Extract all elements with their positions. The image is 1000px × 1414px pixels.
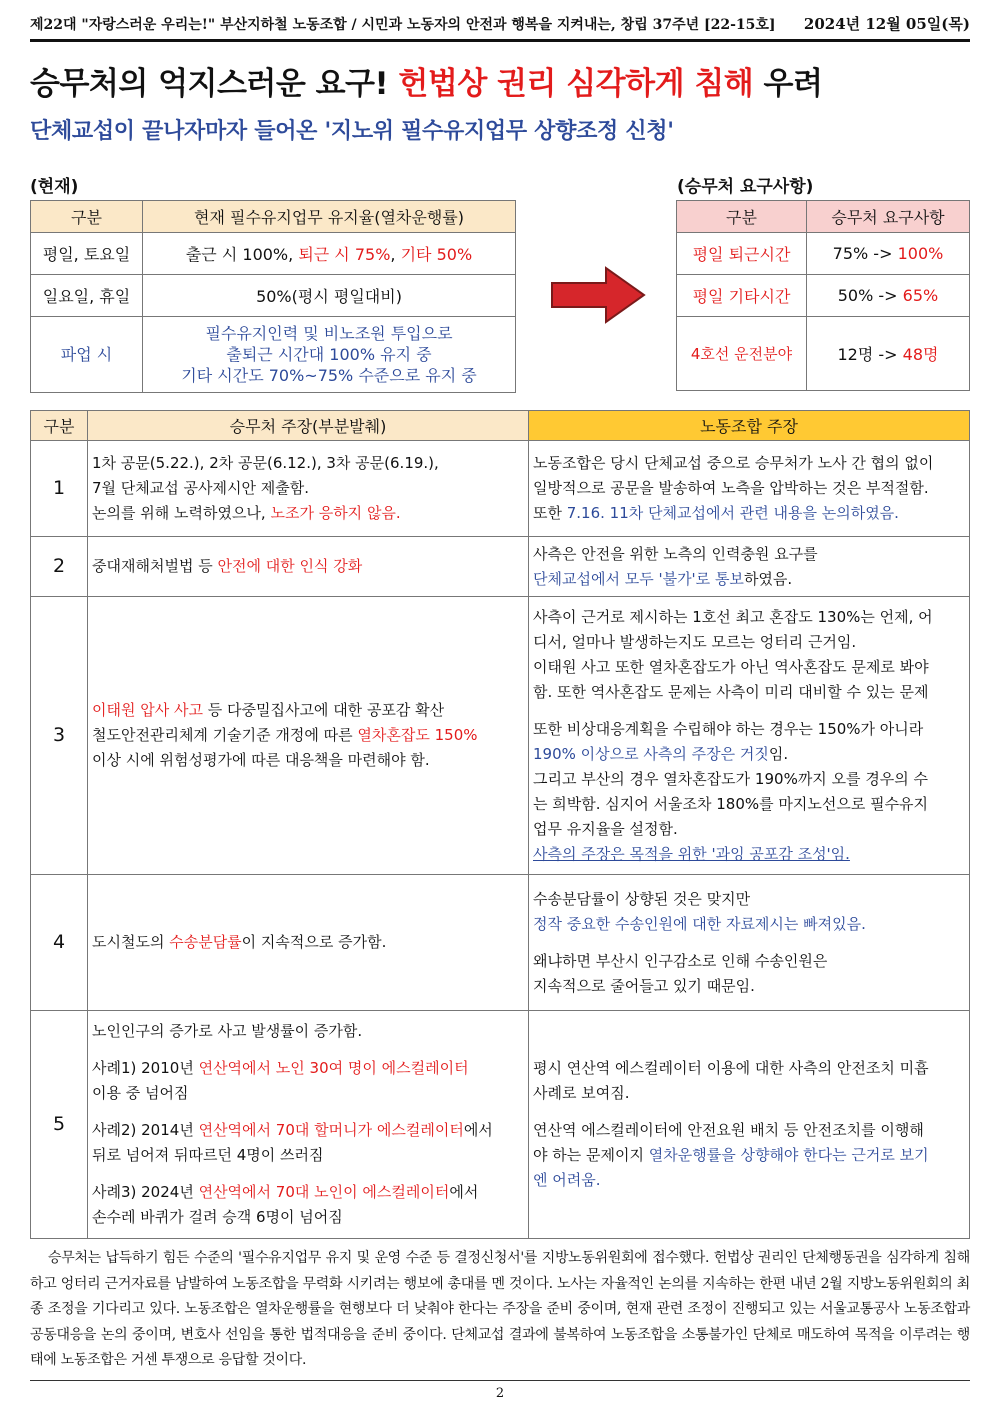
header-masthead: 제22대 "자랑스러운 우리는!" 부산지하철 노동조합 / 시민과 노동자의 안전과 행복을 지켜내는, 창립 37주년 [22-15호] bbox=[30, 16, 776, 33]
table-row bbox=[31, 441, 970, 537]
request-row1-cat: 평일 퇴근시간 bbox=[677, 233, 807, 275]
current-label: (현재) bbox=[30, 177, 79, 197]
title-part1: 승무처의 억지스러운 요구! bbox=[30, 66, 399, 102]
request-row2-val: 50% -> 65% bbox=[807, 275, 970, 317]
footer-divider bbox=[30, 1380, 970, 1381]
claims-comparison-table bbox=[30, 410, 970, 1239]
table-row bbox=[31, 597, 970, 875]
table-row bbox=[31, 1011, 970, 1239]
request-row1-val: 75% -> 100% bbox=[807, 233, 970, 275]
union-claim: 수송분담률이 상향된 것은 맞지만 정작 중요한 수송인원에 대한 자료제시는 빠져있음. 왜냐하면 부산시 인구감소로 인해 수송인원은 지속적으로 줄어들고 있기 때문임. bbox=[529, 875, 970, 1011]
request-label: (승무처 요구사항) bbox=[677, 177, 814, 197]
page-number: 2 bbox=[495, 1386, 505, 1401]
union-claim: 노동조합은 당시 단체교섭 중으로 승무처가 노사 간 협의 없이 일방적으로 공문을 발송하여 노측을 압박하는 것은 부적절함. 또한 7.16. 11차 단체교섭에서 관련 내용을 논의하였음. bbox=[529, 441, 970, 537]
row-number: 5 bbox=[31, 1011, 88, 1239]
mgmt-claim: 노인인구의 증가로 사고 발생률이 증가함. 사례1) 2010년 연산역에서 노인 30여 명이 에스컬레이터 이용 중 넘어짐 사례2) 2014년 연산역에서 70대 할머니가 에스컬레이터에서 뒤로 넘어져 뒤따르던 4명이 쓰러짐 사례3) 2024년 연산역에서 70대 노인이 에스컬레이터에서 손수레 바퀴가 걸려 승객 6명이 넘어짐 bbox=[88, 1011, 529, 1239]
table-row bbox=[31, 537, 970, 597]
page-title bbox=[30, 58, 970, 103]
header-date: 2024년 12월 05일(목) bbox=[803, 15, 970, 33]
current-row1-val: 출근 시 100%, 퇴근 시 75%, 기타 50% bbox=[143, 233, 516, 275]
row-number: 4 bbox=[31, 875, 88, 1011]
title-part3: 우려 bbox=[753, 66, 823, 102]
mgmt-claim: 도시철도의 수송분담률이 지속적으로 증가함. bbox=[88, 875, 529, 1011]
current-row3-val: 필수유지인력 및 비노조원 투입으로 출퇴근 시간대 100% 유지 중 기타 시간도 70%~75% 수준으로 유지 중 bbox=[143, 317, 516, 393]
mgmt-claim: 중대재해처벌법 등 안전에 대한 인식 강화 bbox=[88, 537, 529, 597]
request-header-cat: 구분 bbox=[677, 201, 807, 233]
request-row2-cat: 평일 기타시간 bbox=[677, 275, 807, 317]
summary-paragraph: 승무처는 납득하기 힘든 수준의 '필수유지업무 유지 및 운영 수준 등 결정신청서'를 지방노동위원회에 접수했다. 헌법상 권리인 단체행동권을 심각하게 침해하고 엉터리 근거자료를 남발하여 노동조합을 무력화 시키려는 행보에 총대를 멘 것이다. 노사는 자율적인 논의를 지속하는 한편 내년 2월 지방노동위원회의 최종 조정을 기다리고 있다. 노동조합은 열차운행률을 현행보다 더 낮춰야 한다는 주장을 준비 중이며, 현재 관련 조정이 진행되고 있는 서울교통공사 노동조합과 공동대응을 논의 중이며, 변호사 선임을 통한 법적대응을 준비 중이다. 단체교섭 결과에 불복하여 노동조합을 소통불가인 단체로 매도하여 목적을 이루려는 행태에 노동조합은 거센 투쟁으로 응답할 것이다. bbox=[30, 1250, 970, 1368]
request-table bbox=[676, 200, 970, 391]
current-row2-cat: 일요일, 휴일 bbox=[31, 275, 143, 317]
main-header-mgmt: 승무처 주장(부분발췌) bbox=[88, 411, 529, 441]
main-header-no: 구분 bbox=[31, 411, 88, 441]
current-rates-table bbox=[30, 200, 516, 393]
current-row3-cat: 파업 시 bbox=[31, 317, 143, 393]
row-number: 2 bbox=[31, 537, 88, 597]
union-claim: 평시 연산역 에스컬레이터 이용에 대한 사측의 안전조치 미흡 사례로 보여짐. 연산역 에스컬레이터에 안전요원 배치 등 안전조치를 이행해 야 하는 문제이지 열차운행률을 상향해야 한다는 근거로 보기 엔 어려움. bbox=[529, 1011, 970, 1239]
row-number: 3 bbox=[31, 597, 88, 875]
current-header-cat: 구분 bbox=[31, 201, 143, 233]
table-row bbox=[31, 875, 970, 1011]
mgmt-claim: 이태원 압사 사고 등 다중밀집사고에 대한 공포감 확산 철도안전관리체계 기술기준 개정에 따른 열차혼잡도 150% 이상 시에 위험성평가에 따른 대응책을 마련해야 함. bbox=[88, 597, 529, 875]
right-arrow-icon bbox=[550, 266, 646, 324]
title-highlight: 헌법상 권리 심각하게 침해 bbox=[398, 66, 754, 102]
main-header-union: 노동조합 주장 bbox=[529, 411, 970, 441]
current-row1-cat: 평일, 토요일 bbox=[31, 233, 143, 275]
mgmt-claim: 1차 공문(5.22.), 2차 공문(6.12.), 3차 공문(6.19.), 7월 단체교섭 공사제시안 제출함. 논의를 위해 노력하였으나, 노조가 응하지 않음. bbox=[88, 441, 529, 537]
request-row3-cat: 4호선 운전분야 bbox=[677, 317, 807, 391]
request-row3-val: 12명 -> 48명 bbox=[807, 317, 970, 391]
union-claim: 사측은 안전을 위한 노측의 인력충원 요구를 단체교섭에서 모두 '불가'로 통보하였음. bbox=[529, 537, 970, 597]
current-row2-val: 50%(평시 평일대비) bbox=[143, 275, 516, 317]
page-subtitle: 단체교섭이 끝나자마자 들어온 '지노위 필수유지업무 상향조정 신청' bbox=[30, 119, 674, 144]
union-claim: 사측이 근거로 제시하는 1호선 최고 혼잡도 130%는 언제, 어 디서, 얼마나 발생하는지도 모르는 엉터리 근거임. 이태원 사고 또한 열차혼잡도가 아닌 역사혼잡도 문제로 봐야 함. 또한 역사혼잡도 문제는 사측이 미리 대비할 수 있는 문제 또한 비상대응계획을 수립해야 하는 경우는 150%가 아니라 190% 이상으로 사측의 주장은 거짓임. 그리고 부산의 경우 열차혼잡도가 190%까지 오를 경우의 수 는 희박함. 심지어 서울조차 180%를 마지노선으로 필수유지 업무 유지율을 설정함. 사측의 주장은 목적을 위한 '과잉 공포감 조성'임. bbox=[529, 597, 970, 875]
row-number: 1 bbox=[31, 441, 88, 537]
request-header-val: 승무처 요구사항 bbox=[807, 201, 970, 233]
newsletter-header bbox=[30, 8, 970, 42]
current-header-rate: 현재 필수유지업무 유지율(열차운행률) bbox=[143, 201, 516, 233]
